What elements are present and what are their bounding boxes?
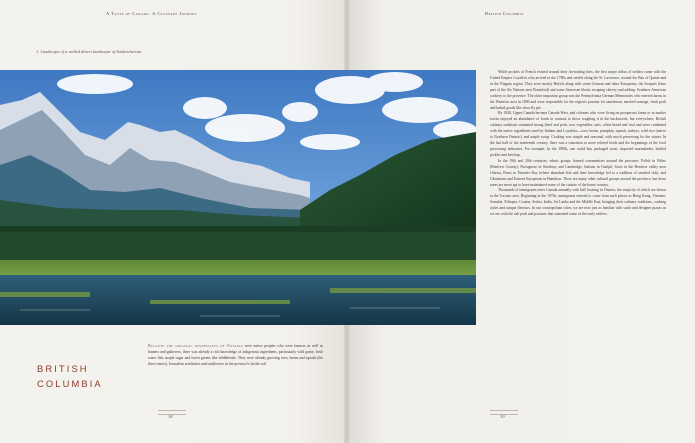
body-paragraph: Thousands of immigrants enter Canada annually with half locating in Ontario, the majority of which are drawn to the Toronto area. Beginning in the 1970s, immigrants entered to come from such places as Hong Kong, Vietnam, Somalia, Ethiopia, Croatia, Serbia, India, Sri Lanka and the Middle East, bringing their culinary traditions, cooking styles and unique flavours. In our cosmopolitan cities, we are now just as familiar with sushi and designer pizzas as we are with the salt pork and potatoes that sustained some of the early settlers.	[490, 188, 666, 217]
intro-text: were native peoples who were farmers as well as hunters and gatherers, there was already a rich knowledge of indigenous ingredients, particularly wild game, fresh water fish, maple sugar and forest greens like fiddleheads. They were already growing corn, beans and squash (the three sisters), Jerusalem artichokes and sunflowers in the province's fertile soil.	[148, 344, 323, 366]
body-paragraph: By 1840, Upper Canada became Canada West, and colonies who were living on prosperous farms or in market towns enjoyed an abundance of foods in contrast to those roughing it in the backwoods, but everywhere, British culinary traditions remained strong (beef and pork, root vegetables, tarts, white bread and veal and were combined with the native ingredients used by Indians and Loyalists—corn, beans, pumpkin, squash, turkeys, wild rice (native to Northern Ontario), and maple syrup. Cooking was simple and seasonal, with much preserving for the winter. In the last half of the nineteenth century, there was a transition to more refined foods and the beginnings of the food processing industries. For example, by the 1880s, one could buy packaged yeast, imported marmalades, bottled pickles and ketchup.	[490, 111, 666, 157]
body-text-column	[490, 70, 666, 218]
page-number-right: 19	[500, 414, 505, 419]
intro-paragraph	[148, 344, 323, 367]
page-number-left: 18	[168, 414, 173, 419]
body-paragraph: In the 19th and 20th centuries, ethnic groups formed communities around the province: Polish in Wilno (Renfrew County), Portuguese in Strathroy and Cambridge, Italians in Guelph, Scots in the Renfrew valley near Ottawa, Finns in Thunder Bay (where abundant fish and their knowledge led to a tradition of smoked fish), and Ukrainians and Eastern Europeans in Hamilton. There are many other cultural groups around the province, but these areas are more apt to have maintained some of the cuisine of the home country.	[490, 158, 666, 187]
body-paragraph: While pockets of French existed around their fur-trading forts, the first major influx of settlers came with the United Empire Loyalists who arrived in the 1780s and settled along the St. Lawrence, around the Bay of Quinte and in the Niagara region. They were mostly British along with some German and other Europeans, the Iroquois (later part of the Six Nations near Brantford) and some American blacks escaping slavery and adding. Southern American cookery to the province. The other important group was the Pennsylvania German Mennonites who entered farms in the Waterloo area in 1800 and were responsible for the region's passion for sauerkraut, smoked sausage, fresh pork and baked goods like shoo-fly pie.	[490, 70, 666, 110]
photo-caption: 1. Landscape of a walled desert landscape of Saskatchewan.	[36, 49, 143, 54]
landscape-photo	[0, 70, 476, 325]
running-head-left: A Taste of Canada: A Culinary Journey	[106, 11, 198, 16]
running-head-right: British Columbia	[485, 11, 524, 16]
intro-lead-in: Because the original inhabitants of Ontario	[148, 344, 243, 348]
section-title: BRITISH COLUMBIA	[37, 363, 103, 389]
